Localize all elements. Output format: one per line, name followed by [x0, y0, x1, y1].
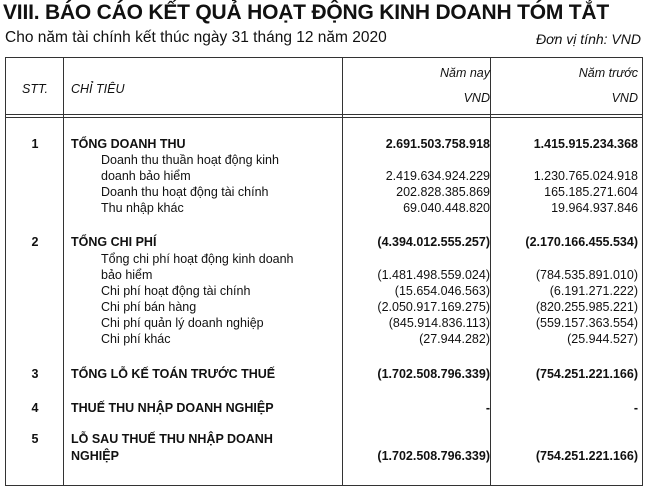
row-current: (27.944.282) — [419, 332, 490, 346]
row-current: 2.419.634.924.229 — [385, 169, 490, 183]
row-current: (1.702.508.796.339) — [377, 449, 490, 463]
header-previous-unit: VND — [611, 91, 638, 105]
column-divider — [490, 58, 491, 485]
row-label: Chi phí bán hàng — [101, 300, 197, 314]
row-current: (2.050.917.169.275) — [377, 300, 490, 314]
row-label: Doanh thu hoạt động tài chính — [101, 185, 269, 199]
header-indicator: CHỈ TIÊU — [71, 82, 125, 96]
report-subtitle: Cho năm tài chính kết thúc ngày 31 tháng 12 năm 2020 — [5, 29, 387, 46]
row-label: bảo hiểm — [101, 268, 153, 282]
row-label: TỔNG CHI PHÍ — [71, 235, 157, 249]
row-label: Doanh thu thuần hoạt động kinh — [101, 153, 279, 167]
row-stt: 1 — [31, 137, 39, 151]
row-current: 69.040.448.820 — [403, 201, 490, 215]
row-current: 2.691.503.758.918 — [385, 137, 490, 151]
row-previous: (820.255.985.221) — [535, 300, 638, 314]
row-stt: 2 — [31, 235, 39, 249]
row-stt: 5 — [31, 432, 39, 446]
row-previous: (25.944.527) — [567, 332, 638, 346]
report-title: VIII. BÁO CÁO KẾT QUẢ HOẠT ĐỘNG KINH DOANH TÓM TẮT — [3, 1, 609, 24]
row-label: Tổng chi phí hoạt động kinh doanh — [101, 252, 294, 266]
column-divider — [342, 58, 343, 485]
row-previous: (754.251.221.166) — [535, 367, 638, 381]
row-label: Chi phí khác — [101, 332, 171, 346]
row-previous: (2.170.166.455.534) — [525, 235, 638, 249]
header-current-year: Năm nay — [439, 66, 490, 80]
row-current: (15.654.046.563) — [394, 284, 490, 298]
row-previous: 1.230.765.024.918 — [533, 169, 638, 183]
row-stt: 3 — [31, 367, 39, 381]
row-stt: 4 — [31, 401, 39, 415]
row-previous: 1.415.915.234.368 — [533, 137, 638, 151]
row-current: 202.828.385.869 — [396, 185, 490, 199]
currency-unit: Đơn vị tính: VND — [536, 31, 641, 47]
row-previous: (784.535.891.010) — [535, 268, 638, 282]
row-label: THUẾ THU NHẬP DOANH NGHIỆP — [71, 401, 274, 415]
row-label: TỔNG DOANH THU — [71, 137, 186, 151]
header-current-unit: VND — [463, 91, 490, 105]
row-label: TỔNG LỖ KẾ TOÁN TRƯỚC THUẾ — [71, 367, 276, 381]
row-current: - — [485, 401, 490, 415]
row-previous: (6.191.271.222) — [549, 284, 638, 298]
row-label: Chi phí quản lý doanh nghiệp — [101, 316, 264, 330]
row-current: (845.914.836.113) — [388, 316, 490, 330]
header-divider — [6, 114, 642, 118]
row-current: (4.394.012.555.257) — [377, 235, 490, 249]
row-label: NGHIỆP — [71, 449, 119, 463]
row-previous: - — [633, 401, 638, 415]
row-previous: (559.157.363.554) — [535, 316, 638, 330]
row-previous: 19.964.937.846 — [551, 201, 638, 215]
row-previous: (754.251.221.166) — [535, 449, 638, 463]
row-label: doanh bảo hiểm — [101, 169, 191, 183]
row-label: LỖ SAU THUẾ THU NHẬP DOANH — [71, 432, 273, 446]
column-divider — [63, 58, 64, 485]
row-label: Thu nhập khác — [101, 201, 184, 215]
header-previous-year: Năm trước — [578, 66, 638, 80]
header-stt: STT. — [22, 82, 48, 96]
row-current: (1.702.508.796.339) — [377, 367, 490, 381]
row-label: Chi phí hoạt động tài chính — [101, 284, 251, 298]
row-previous: 165.185.271.604 — [544, 185, 638, 199]
income-statement-table — [5, 57, 643, 486]
row-current: (1.481.498.559.024) — [377, 268, 490, 282]
